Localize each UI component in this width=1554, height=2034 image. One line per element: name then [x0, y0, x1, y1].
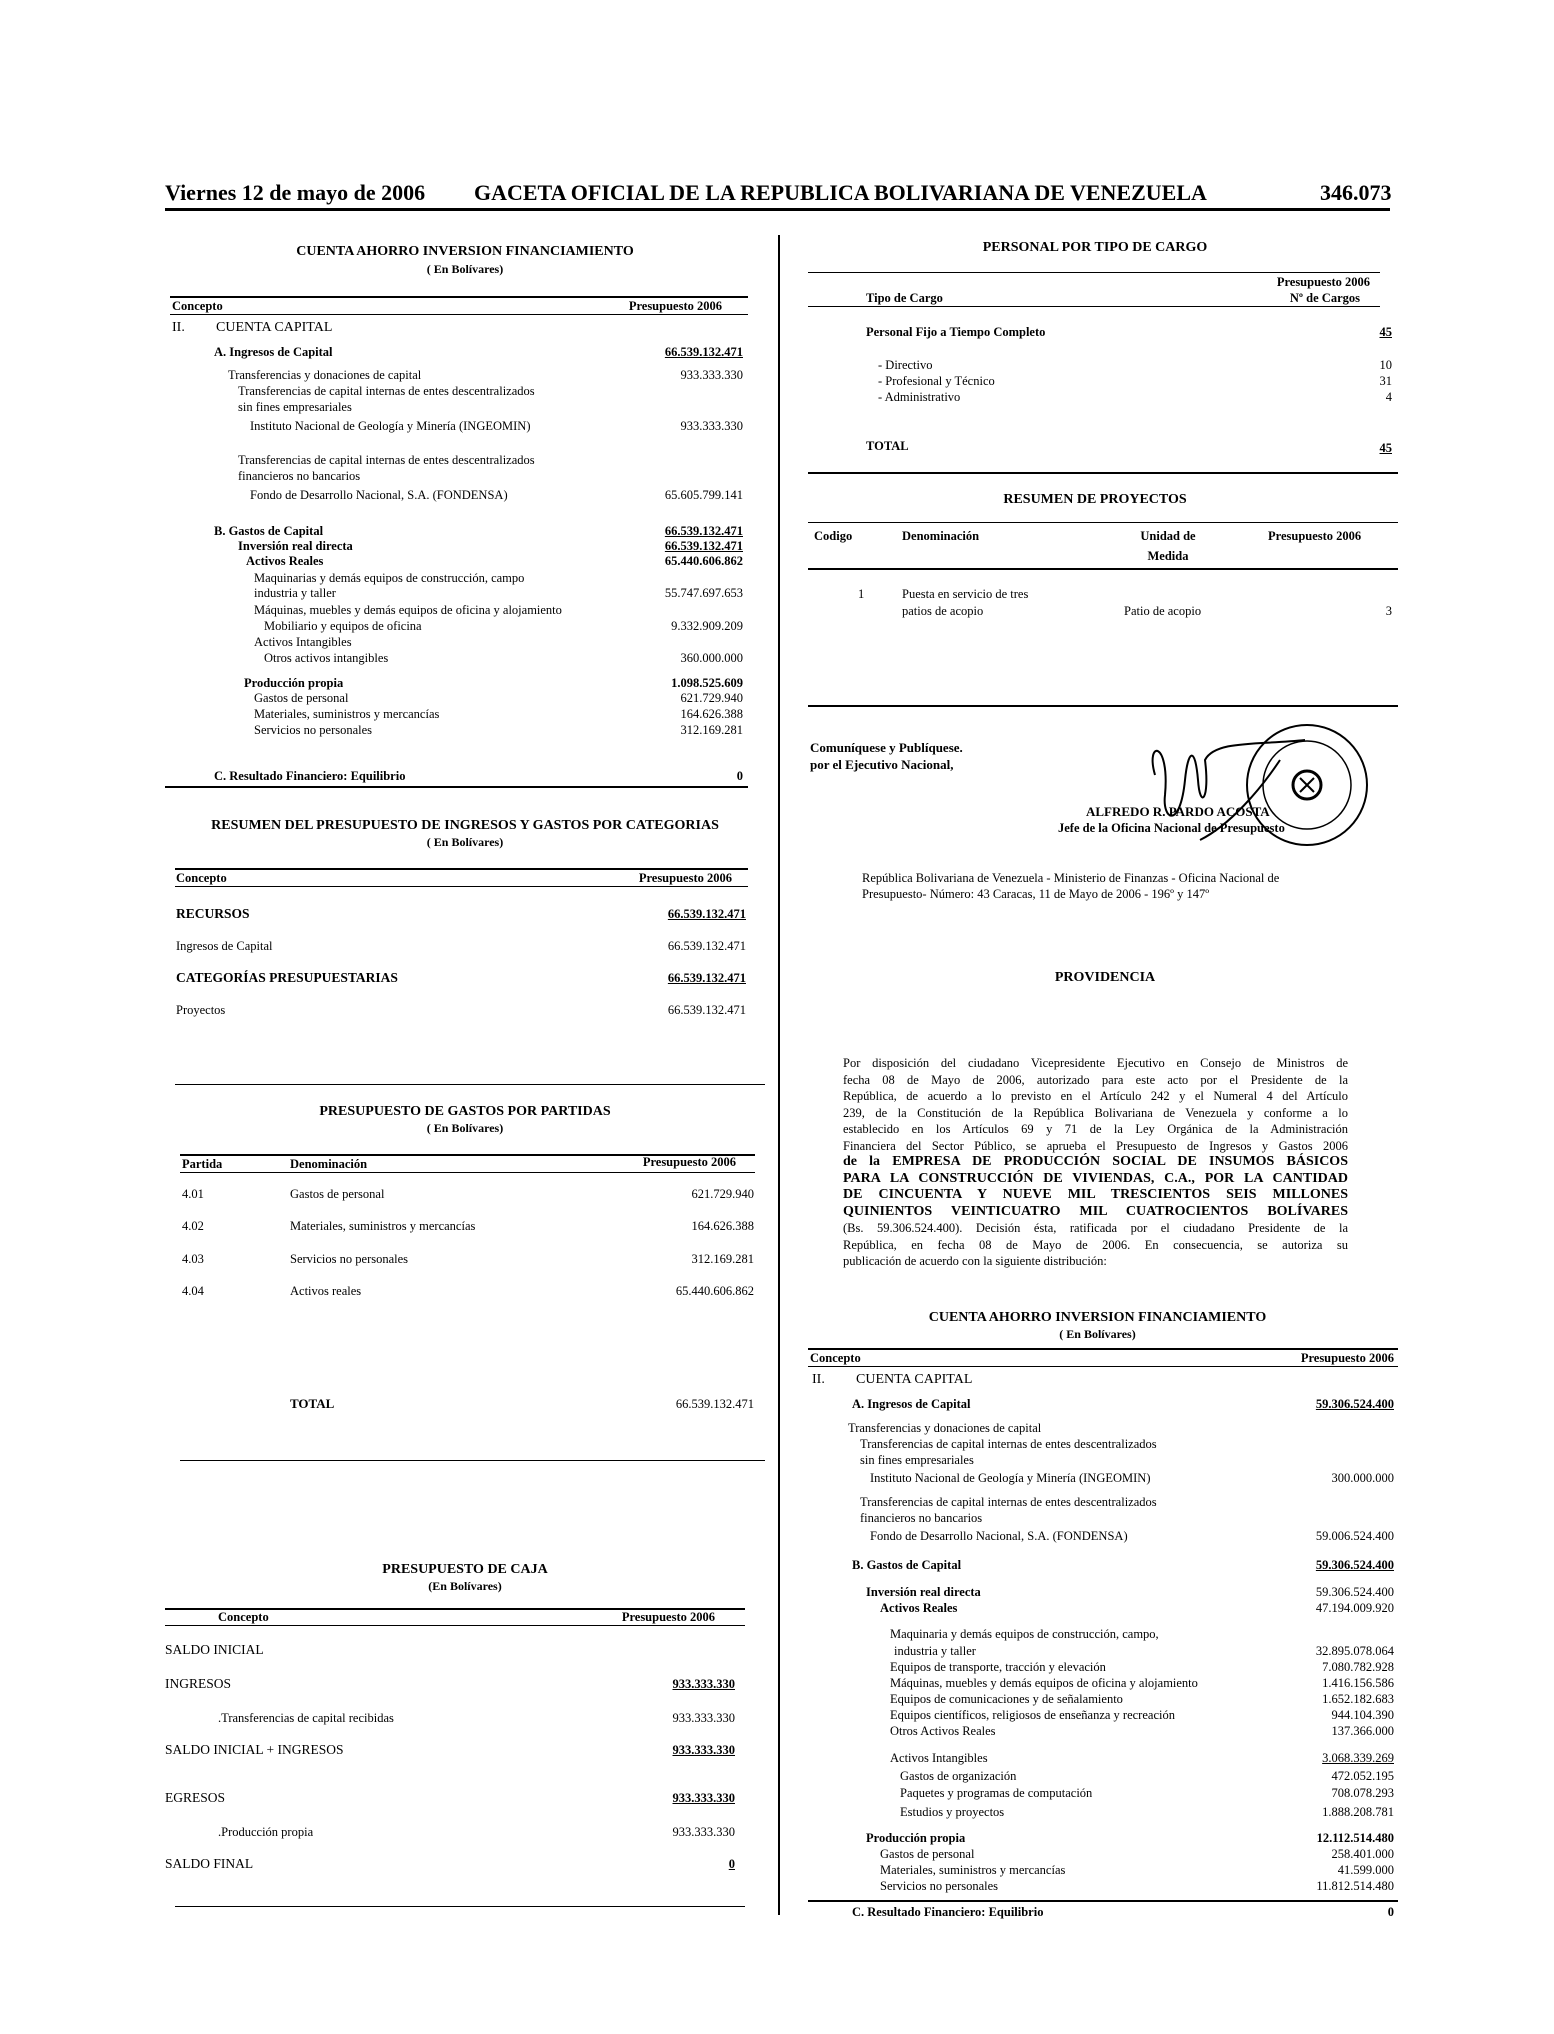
- header-date: Viernes 12 de mayo de 2006: [165, 180, 426, 205]
- firma-nombre: ALFREDO R. PARDO ACOSTA: [1086, 804, 1270, 819]
- cuenta1-otros-intang-value: 360.000.000: [680, 651, 743, 665]
- personal-directivo-value: 10: [1379, 358, 1392, 372]
- providencia-line: (Bs. 59.306.524.400). Decisión ésta, ratificada por el ciudadano Presidente de la: [843, 1221, 1348, 1235]
- cuenta1-maq-value: 55.747.697.653: [664, 586, 743, 600]
- resumen-cat-col-concepto: Concepto: [176, 871, 227, 885]
- cuenta2-header-rule: [808, 1366, 1398, 1367]
- personal-directivo: - Directivo: [878, 358, 933, 372]
- personal-col-pres2: Nº de Cargos: [1289, 291, 1360, 305]
- personal-top-rule: [808, 272, 1380, 273]
- cuenta2-col-presupuesto: Presupuesto 2006: [1300, 1351, 1394, 1365]
- cuenta1-mobiliario-value: 9.332.909.209: [671, 619, 743, 633]
- partidas-col-partida: Partida: [182, 1157, 223, 1171]
- ref-line2: Presupuesto- Número: 43 Caracas, 11 de Mayo de 2006 - 196º y 147º: [862, 887, 1210, 901]
- cuenta1-produccion: Producción propia: [244, 676, 344, 690]
- resumen-cat-title: RESUMEN DEL PRESUPUESTO DE INGRESOS Y GASTOS POR CATEGORIAS: [211, 818, 719, 833]
- caja-bottom-rule: [175, 1906, 745, 1907]
- cuenta2-a-value: 59.306.524.400: [1315, 1397, 1394, 1411]
- cuenta1-mobiliario: Mobiliario y equipos de oficina: [264, 619, 422, 633]
- cuenta2-inv-real: Inversión real directa: [866, 1585, 981, 1599]
- cuenta2-comunicaciones: Equipos de comunicaciones y de señalamiento: [890, 1692, 1123, 1706]
- partidas-header-rule: [180, 1172, 755, 1173]
- cuenta1-fin-no-banc: financieros no bancarios: [238, 469, 361, 483]
- cuenta1-fondensa: Fondo de Desarrollo Nacional, S.A. (FONDENSA): [250, 488, 508, 502]
- personal-col-tipo: Tipo de Cargo: [866, 291, 943, 305]
- cuenta1-activos-reales: Activos Reales: [246, 554, 324, 568]
- proyectos-unidad: Patio de acopio: [1124, 604, 1202, 618]
- cuenta2-col-concepto: Concepto: [810, 1351, 861, 1365]
- partida-code: 4.02: [182, 1219, 204, 1233]
- cuenta2-materiales-value: 41.599.000: [1337, 1863, 1394, 1877]
- partidas-subtitle: ( En Bolívares): [426, 1121, 504, 1135]
- cuenta2-b-label: B. Gastos de Capital: [852, 1558, 962, 1572]
- cuenta2-intangibles-value: 3.068.339.269: [1322, 1751, 1394, 1765]
- cuenta1-gastos-personal-value: 621.729.940: [680, 691, 743, 705]
- resumen-cat-subtitle: ( En Bolívares): [426, 835, 504, 849]
- caja-transf-recibidas-value: 933.333.330: [672, 1711, 735, 1725]
- personal-bottom-rule: [808, 472, 1398, 474]
- caja-saldo-ingresos-value: 933.333.330: [672, 1743, 735, 1757]
- caja-header-rule: [165, 1625, 745, 1626]
- proyectos-value: 3: [1385, 604, 1392, 618]
- cuenta2-a-label: A. Ingresos de Capital: [852, 1397, 971, 1411]
- providencia-bold-line: DE CINCUENTA Y NUEVE MIL TRESCIENTOS SEIS MILLONES: [843, 1187, 1348, 1202]
- cuenta2-maq1: Maquinaria y demás equipos de construcción, campo,: [890, 1627, 1159, 1641]
- cuenta2-cientificos-value: 944.104.390: [1331, 1708, 1394, 1722]
- cuenta2-otros-activos-value: 137.366.000: [1331, 1724, 1394, 1738]
- cuenta2-servicios-value: 11.812.514.480: [1316, 1879, 1394, 1893]
- cuenta1-c-label: C. Resultado Financiero: Equilibrio: [214, 769, 406, 783]
- providencia-line: República, de acuerdo a lo previsto en el Artículo 242 y el Numeral 4 del Artículo: [843, 1089, 1348, 1103]
- cuenta2-materiales: Materiales, suministros y mercancías: [880, 1863, 1066, 1877]
- personal-profesional: - Profesional y Técnico: [878, 374, 995, 388]
- proyectos-header-rule: [808, 568, 1398, 570]
- caja-saldo-final: SALDO FINAL: [165, 1856, 254, 1871]
- cuenta1-fondensa-value: 65.605.799.141: [664, 488, 743, 502]
- partidas-col-presupuesto: Presupuesto 2006: [642, 1155, 736, 1169]
- proyectos-title: RESUMEN DE PROYECTOS: [1003, 492, 1187, 507]
- cuenta1-servicios: Servicios no personales: [254, 723, 373, 737]
- personal-col-pres1: Presupuesto 2006: [1276, 275, 1370, 289]
- cuenta2-transf-int1: Transferencias de capital internas de entes descentralizados: [860, 1437, 1157, 1451]
- cuenta1-subtitle: ( En Bolívares): [426, 262, 504, 276]
- proyectos-col-codigo: Codigo: [814, 529, 853, 543]
- partida-value: 65.440.606.862: [675, 1284, 754, 1298]
- providencia-bold-line: PARA LA CONSTRUCCIÓN DE VIVIENDAS, C.A., POR LA CANTIDAD: [843, 1170, 1348, 1186]
- personal-total-label: TOTAL: [866, 439, 909, 453]
- providencia-bold-line: QUINIENTOS VEINTICUATRO MIL CUATROCIENTOS BOLÍVARES: [843, 1203, 1348, 1219]
- resumen-cat-categorias: CATEGORÍAS PRESUPUESTARIAS: [176, 970, 398, 985]
- cuenta1-section: CUENTA CAPITAL: [216, 320, 333, 335]
- cuenta2-sin-fines: sin fines empresariales: [860, 1453, 974, 1467]
- cuenta2-transporte: Equipos de transporte, tracción y elevación: [890, 1660, 1106, 1674]
- cuenta1-a-label: A. Ingresos de Capital: [214, 345, 333, 359]
- personal-administrativo-value: 4: [1385, 390, 1392, 404]
- cuenta2-inv-real-value: 59.306.524.400: [1315, 1585, 1394, 1599]
- cuenta1-gastos-personal: Gastos de personal: [254, 691, 349, 705]
- cuenta1-servicios-value: 312.169.281: [680, 723, 743, 737]
- resumen-cat-proyectos: Proyectos: [176, 1003, 226, 1017]
- cuenta2-maq-value: 32.895.078.064: [1315, 1644, 1394, 1658]
- caja-saldo-inicial: SALDO INICIAL: [165, 1642, 264, 1657]
- personal-title: PERSONAL POR TIPO DE CARGO: [982, 240, 1208, 255]
- cuenta1-bottom-rule: [165, 786, 748, 788]
- cuenta1-activos-reales-value: 65.440.606.862: [664, 554, 743, 568]
- caja-saldo-ingresos: SALDO INICIAL + INGRESOS: [165, 1742, 344, 1757]
- cuenta2-c-label: C. Resultado Financiero: Equilibrio: [852, 1905, 1044, 1919]
- providencia-title: PROVIDENCIA: [1054, 970, 1156, 985]
- cuenta2-fin-no-banc: financieros no bancarios: [860, 1511, 983, 1525]
- providencia-line: Por disposición del ciudadano Vicepresidente Ejecutivo en Consejo de Ministros de: [843, 1056, 1348, 1070]
- cuenta1-transf: Transferencias y donaciones de capital: [228, 368, 422, 382]
- providencia-line: 239, de la Constitución de la República Bolivariana de Venezuela y conforme a lo: [843, 1105, 1348, 1120]
- caja-col-presupuesto: Presupuesto 2006: [621, 1610, 715, 1624]
- caja-col-concepto: Concepto: [218, 1610, 269, 1624]
- cuenta2-section-num: II.: [812, 1372, 825, 1387]
- cuenta2-otros-activos: Otros Activos Reales: [890, 1724, 996, 1738]
- cuenta2-paquetes-value: 708.078.293: [1331, 1786, 1394, 1800]
- partidas-total-value: 66.539.132.471: [675, 1397, 754, 1411]
- caja-saldo-final-value: 0: [728, 1857, 735, 1871]
- partida-name: Gastos de personal: [290, 1187, 385, 1201]
- resumen-cat-ingresos-cap: Ingresos de Capital: [176, 939, 273, 953]
- cuenta2-bottom-rule: [808, 1900, 1398, 1902]
- personal-administrativo: - Administrativo: [878, 390, 961, 404]
- firma-cargo: Jefe de la Oficina Nacional de Presupuesto: [1058, 821, 1285, 835]
- cuenta2-transporte-value: 7.080.782.928: [1322, 1660, 1394, 1674]
- ref-line1: República Bolivariana de Venezuela - Ministerio de Finanzas - Oficina Nacional de: [862, 871, 1280, 885]
- providencia-body: [843, 1055, 1348, 1270]
- providencia-line: establecido en los Artículos 69 y 71 de la Ley Orgánica de la Administración: [843, 1122, 1348, 1136]
- proyectos-denom2: patios de acopio: [902, 604, 984, 618]
- proyectos-col-unidad1: Unidad de: [1140, 529, 1196, 543]
- resumen-cat-categorias-value: 66.539.132.471: [667, 971, 746, 985]
- partidas-title: PRESUPUESTO DE GASTOS POR PARTIDAS: [319, 1104, 611, 1119]
- cuenta1-ingeomin-value: 933.333.330: [680, 419, 743, 433]
- cuenta2-title: CUENTA AHORRO INVERSION FINANCIAMIENTO: [928, 1310, 1267, 1325]
- caja-egresos: EGRESOS: [165, 1790, 226, 1805]
- cuenta1-transf-value: 933.333.330: [680, 368, 743, 382]
- cuenta1-transf-int1: Transferencias de capital internas de entes descentralizados: [238, 384, 535, 398]
- cuenta2-transf: Transferencias y donaciones de capital: [848, 1421, 1042, 1435]
- cuenta2-fondensa: Fondo de Desarrollo Nacional, S.A. (FONDENSA): [870, 1529, 1128, 1543]
- cuenta1-inv-real-value: 66.539.132.471: [664, 539, 743, 553]
- cuenta2-gastos-personal: Gastos de personal: [880, 1847, 975, 1861]
- cuenta2-produccion: Producción propia: [866, 1831, 966, 1845]
- partida-code: 4.01: [182, 1187, 204, 1201]
- cuenta2-activos-reales: Activos Reales: [880, 1601, 958, 1615]
- personal-profesional-value: 31: [1379, 374, 1392, 388]
- header-title: GACETA OFICIAL DE LA REPUBLICA BOLIVARIANA DE VENEZUELA: [474, 180, 1207, 205]
- cuenta1-maq2: industria y taller: [254, 586, 336, 600]
- resumen-cat-header-rule: [175, 886, 748, 887]
- cuenta1-b-label: B. Gastos de Capital: [214, 524, 324, 538]
- caja-ingresos-value: 933.333.330: [672, 1677, 735, 1691]
- resumen-cat-proyectos-value: 66.539.132.471: [667, 1003, 746, 1017]
- caja-ingresos: INGRESOS: [165, 1676, 232, 1691]
- cuenta1-transf-int2: Transferencias de capital internas de entes descentralizados: [238, 453, 535, 467]
- resumen-cat-recursos: RECURSOS: [176, 906, 250, 921]
- cuenta1-section-num: II.: [172, 320, 185, 335]
- partidas-bottom-rule: [180, 1460, 765, 1461]
- cuenta2-ingeomin: Instituto Nacional de Geología y Minería (INGEOMIN): [870, 1471, 1151, 1485]
- cuenta2-comunicaciones-value: 1.652.182.683: [1322, 1692, 1394, 1706]
- cuenta2-gastos-org-value: 472.052.195: [1331, 1769, 1394, 1783]
- column-divider: [778, 235, 780, 1915]
- proyectos-col-presupuesto: Presupuesto 2006: [1268, 529, 1362, 543]
- partida-value: 164.626.388: [691, 1219, 754, 1233]
- cuenta1-otros-intang: Otros activos intangibles: [264, 651, 389, 665]
- partida-value: 312.169.281: [691, 1252, 754, 1266]
- cuenta2-fondensa-value: 59.006.524.400: [1315, 1529, 1394, 1543]
- partida-code: 4.03: [182, 1252, 204, 1266]
- cuenta1-c-value: 0: [736, 769, 743, 783]
- proyectos-col-unidad2: Medida: [1147, 549, 1189, 563]
- partida-code: 4.04: [182, 1284, 204, 1298]
- personal-header-rule: [808, 306, 1380, 307]
- cuenta1-a-value: 66.539.132.471: [664, 345, 743, 359]
- cuenta1-intangibles: Activos Intangibles: [254, 635, 352, 649]
- personal-fijo-value: 45: [1379, 325, 1392, 339]
- caja-produccion: .Producción propia: [218, 1825, 314, 1839]
- providencia-line: Financiera del Sector Público, se aprueba el Presupuesto de Ingresos y Gastos 2006: [843, 1138, 1348, 1153]
- proyectos-denom1: Puesta en servicio de tres: [902, 587, 1029, 601]
- personal-fijo: Personal Fijo a Tiempo Completo: [866, 325, 1046, 339]
- cuenta2-activos-reales-value: 47.194.009.920: [1315, 1601, 1394, 1615]
- proyectos-bottom-rule: [808, 705, 1398, 707]
- partidas-total-label: TOTAL: [290, 1396, 335, 1411]
- cuenta1-b-value: 66.539.132.471: [664, 524, 743, 538]
- cuenta2-c-value: 0: [1387, 1905, 1394, 1919]
- partida-name: Servicios no personales: [290, 1252, 409, 1266]
- providencia-line: fecha 08 de Mayo de 2006, autorizado para este acto por el Presidente de la: [843, 1072, 1348, 1087]
- cuenta2-intangibles: Activos Intangibles: [890, 1751, 988, 1765]
- resumen-cat-ingresos-cap-value: 66.539.132.471: [667, 939, 746, 953]
- personal-total-value: 45: [1379, 441, 1392, 455]
- proyectos-col-denom: Denominación: [902, 529, 980, 543]
- resumen-cat-col-presupuesto: Presupuesto 2006: [638, 871, 732, 885]
- cuenta2-ingeomin-value: 300.000.000: [1331, 1471, 1394, 1485]
- proyectos-top-rule: [808, 522, 1398, 523]
- caja-transf-recibidas: .Transferencias de capital recibidas: [218, 1711, 394, 1725]
- header-page-number: 346.073: [1320, 180, 1392, 205]
- cuenta2-estudios: Estudios y proyectos: [900, 1805, 1005, 1819]
- cuenta2-maq2: industria y taller: [894, 1644, 976, 1658]
- header-rule: [165, 208, 1390, 211]
- cuenta2-b-value: 59.306.524.400: [1315, 1558, 1394, 1572]
- partidas-col-denom: Denominación: [290, 1157, 368, 1171]
- cuenta2-subtitle: ( En Bolívares): [1059, 1327, 1136, 1341]
- cuenta2-produccion-value: 12.112.514.480: [1316, 1831, 1394, 1845]
- caja-title: PRESUPUESTO DE CAJA: [382, 1562, 548, 1577]
- cuenta1-materiales: Materiales, suministros y mercancías: [254, 707, 440, 721]
- caja-subtitle: (En Bolívares): [428, 1579, 502, 1593]
- cuenta2-gastos-org: Gastos de organización: [900, 1769, 1017, 1783]
- cuenta1-col-presupuesto: Presupuesto 2006: [628, 299, 722, 313]
- providencia-line: publicación de acuerdo con la siguiente distribución:: [843, 1254, 1107, 1268]
- cuenta1-sin-fines: sin fines empresariales: [238, 400, 352, 414]
- cuenta1-title: CUENTA AHORRO INVERSION FINANCIAMIENTO: [296, 244, 634, 259]
- firma-ejecutivo: por el Ejecutivo Nacional,: [810, 757, 954, 772]
- cuenta1-inv-real: Inversión real directa: [238, 539, 353, 553]
- cuenta1-produccion-value: 1.098.525.609: [671, 676, 743, 690]
- cuenta2-muebles: Máquinas, muebles y demás equipos de oficina y alojamiento: [890, 1676, 1198, 1690]
- caja-produccion-value: 933.333.330: [672, 1825, 735, 1839]
- cuenta2-estudios-value: 1.888.208.781: [1322, 1805, 1394, 1819]
- caja-egresos-value: 933.333.330: [672, 1791, 735, 1805]
- providencia-line: República, en fecha 08 de Mayo de 2006. En consecuencia, se autoriza su: [843, 1237, 1348, 1252]
- cuenta2-gastos-personal-value: 258.401.000: [1331, 1847, 1394, 1861]
- cuenta1-maq1: Maquinarias y demás equipos de construcción, campo: [254, 571, 525, 585]
- cuenta2-muebles-value: 1.416.156.586: [1322, 1676, 1394, 1690]
- cuenta1-header-rule: [170, 314, 748, 315]
- providencia-bold-line: de la EMPRESA DE PRODUCCIÓN SOCIAL DE INSUMOS BÁSICOS: [843, 1154, 1348, 1169]
- cuenta1-materiales-value: 164.626.388: [680, 707, 743, 721]
- cuenta2-transf-int2: Transferencias de capital internas de entes descentralizados: [860, 1495, 1157, 1509]
- resumen-cat-bottom-rule: [175, 1084, 765, 1085]
- cuenta2-paquetes: Paquetes y programas de computación: [900, 1786, 1093, 1800]
- proyectos-code: 1: [858, 587, 865, 601]
- cuenta1-muebles: Máquinas, muebles y demás equipos de oficina y alojamiento: [254, 603, 562, 617]
- cuenta2-cientificos: Equipos científicos, religiosos de enseñanza y recreación: [890, 1708, 1175, 1722]
- partida-value: 621.729.940: [691, 1187, 754, 1201]
- cuenta1-ingeomin: Instituto Nacional de Geología y Minería (INGEOMIN): [250, 419, 531, 433]
- firma-comuniquese: Comuníquese y Publíquese.: [810, 740, 963, 755]
- cuenta2-servicios: Servicios no personales: [880, 1879, 999, 1893]
- partida-name: Materiales, suministros y mercancías: [290, 1219, 476, 1233]
- cuenta1-col-concepto: Concepto: [172, 299, 223, 313]
- resumen-cat-recursos-value: 66.539.132.471: [667, 907, 746, 921]
- cuenta2-section: CUENTA CAPITAL: [856, 1372, 973, 1387]
- partida-name: Activos reales: [290, 1284, 362, 1298]
